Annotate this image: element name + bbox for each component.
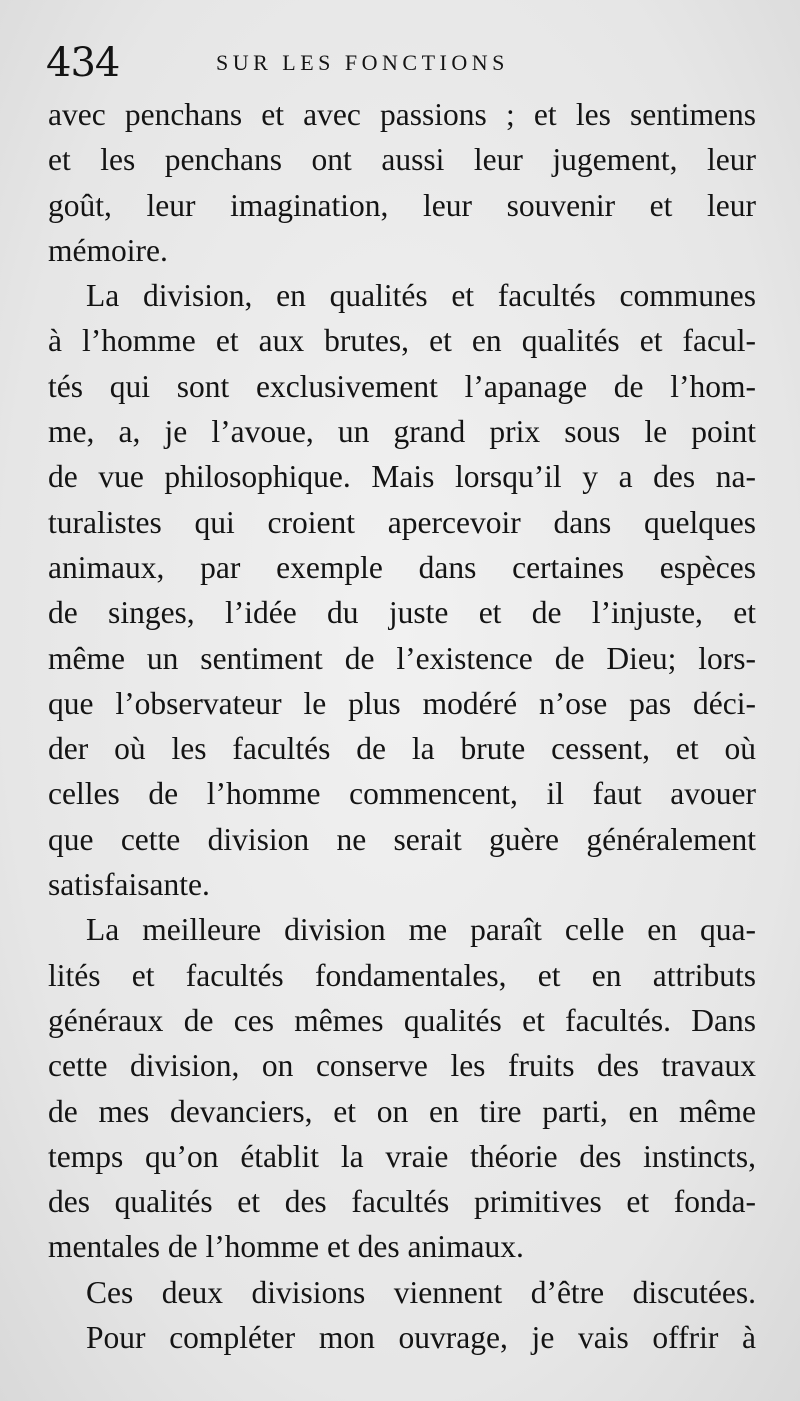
text-line: me, a, je l’avoue, un grand prix sous le point bbox=[48, 414, 756, 450]
text-line: Ces deux divisions viennent d’être discutées. bbox=[86, 1274, 756, 1310]
body-text bbox=[48, 92, 756, 1360]
text-line: tés qui sont exclusivement l’apanage de l’hom- bbox=[48, 368, 756, 404]
text-line: et les penchans ont aussi leur jugement, leur bbox=[48, 142, 756, 178]
text-line: de vue philosophique. Mais lorsqu’il y a des na- bbox=[48, 459, 756, 495]
running-head: SUR LES FONCTIONS bbox=[216, 50, 509, 75]
text-line: à l’homme et aux brutes, et en qualités et facul- bbox=[48, 323, 756, 359]
text-line: temps qu’on établit la vraie théorie des instincts, bbox=[48, 1138, 756, 1174]
text-line: que cette division ne serait guère généralement bbox=[48, 821, 756, 857]
text-line: turalistes qui croient apercevoir dans quelques bbox=[48, 504, 756, 540]
text-line: même un sentiment de l’existence de Dieu; lors- bbox=[48, 640, 756, 676]
text-line: celles de l’homme commencent, il faut avouer bbox=[48, 776, 756, 812]
text-line: La meilleure division me paraît celle en qua- bbox=[86, 912, 756, 948]
text-line: de mes devanciers, et on en tire parti, en même bbox=[48, 1093, 756, 1129]
text-line: satisfaisante. bbox=[48, 867, 210, 903]
text-line: cette division, on conserve les fruits des travaux bbox=[48, 1048, 756, 1084]
text-line: mémoire. bbox=[48, 232, 168, 268]
text-line: mentales de l’homme et des animaux. bbox=[48, 1229, 524, 1265]
text-line: der où les facultés de la brute cessent, et où bbox=[48, 731, 756, 767]
text-line: que l’observateur le plus modéré n’ose pas déci- bbox=[48, 685, 756, 721]
text-line: de singes, l’idée du juste et de l’injuste, et bbox=[48, 595, 756, 631]
page-number: 434 bbox=[46, 40, 120, 86]
text-line: généraux de ces mêmes qualités et facultés. Dans bbox=[48, 1002, 756, 1038]
page-header bbox=[46, 38, 761, 88]
text-line: goût, leur imagination, leur souvenir et leur bbox=[48, 187, 756, 223]
text-line: La division, en qualités et facultés communes bbox=[86, 278, 756, 314]
text-line: avec penchans et avec passions ; et les sentimens bbox=[48, 97, 756, 132]
text-line: animaux, par exemple dans certaines espèces bbox=[48, 549, 756, 585]
text-line: lités et facultés fondamentales, et en attributs bbox=[48, 957, 756, 993]
text-line: des qualités et des facultés primitives et fonda- bbox=[48, 1184, 756, 1220]
text-line: Pour compléter mon ouvrage, je vais offrir à bbox=[86, 1320, 756, 1356]
